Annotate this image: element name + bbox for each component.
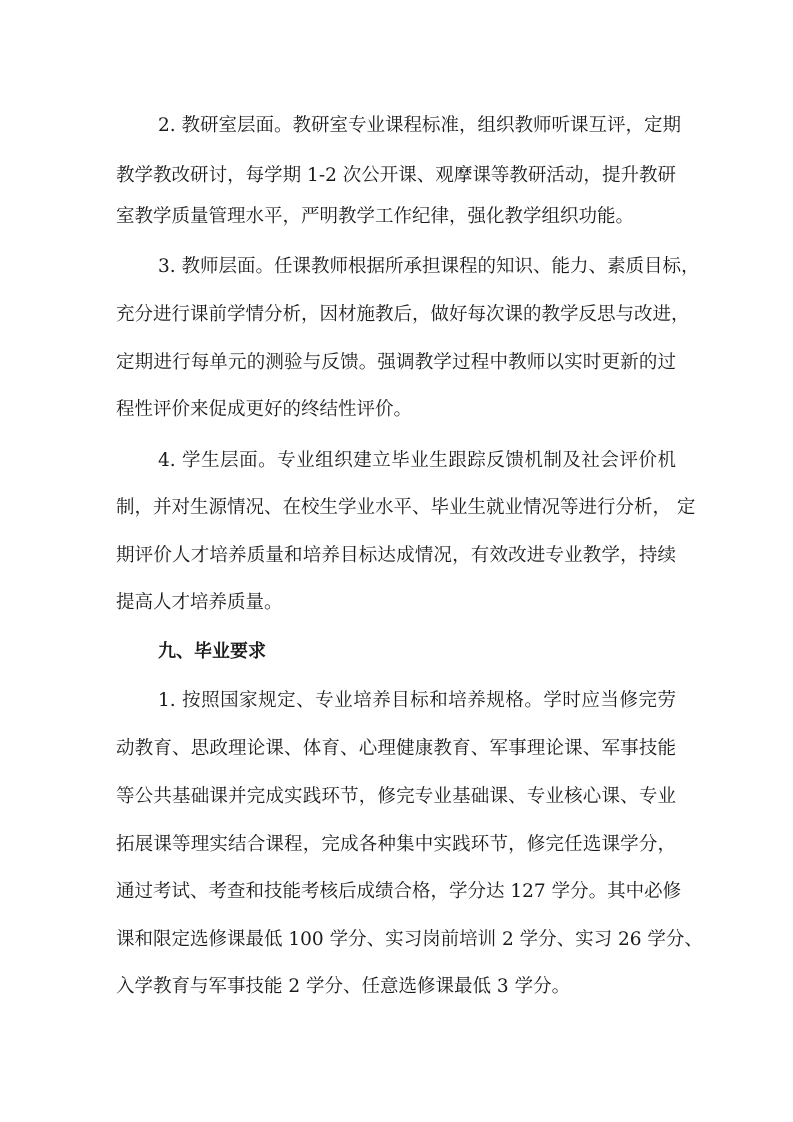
text-line: 1. 按照国家规定、专业培养目标和培养规格。学时应当修完劳: [158, 690, 676, 711]
text-line: 4. 学生层面。专业组织建立毕业生跟踪反馈机制及社会评价机: [158, 450, 676, 471]
text-line: 通过考试、考查和技能考核后成绩合格，学分达 127 学分。其中必修: [116, 881, 682, 902]
text-line: 2. 教研室层面。教研室专业课程标准，组织教师听课互评，定期: [158, 115, 682, 136]
text-line: 动教育、思政理论课、体育、心理健康教育、军事理论课、军事技能: [116, 738, 676, 759]
text-line: 等公共基础课并完成实践环节，修完专业基础课、专业核心课、专业: [116, 786, 676, 807]
text-line: 提高人才培养质量。: [116, 592, 283, 613]
text-line: 程性评价来促成更好的终结性评价。: [116, 399, 413, 420]
text-line: 制，并对生源情况、在校生学业水平、毕业生就业情况等进行分析， 定: [116, 497, 696, 518]
text-line: 教学教改研讨，每学期 1-2 次公开课、观摩课等教研活动，提升教研: [116, 165, 676, 186]
text-line: 期评价人才培养质量和培养目标达成情况，有效改进专业教学，持续: [116, 545, 676, 566]
text-line: 定期进行每单元的测验与反馈。强调教学过程中教师以实时更新的过: [116, 352, 676, 373]
text-line: 室教学质量管理水平，严明教学工作纪律，强化教学组织功能。: [116, 206, 635, 227]
text-line: 充分进行课前学情分析，因材施教后，做好每次课的教学反思与改进，: [116, 304, 690, 325]
text-line: 3. 教师层面。任课教师根据所承担课程的知识、能力、素质目标，: [158, 256, 700, 277]
section-heading: 九、毕业要求: [158, 641, 266, 662]
text-line: 入学教育与军事技能 2 学分、任意选修课最低 3 学分。: [116, 976, 571, 997]
text-line: 课和限定选修课最低 100 学分、实习岗前培训 2 学分、实习 26 学分、: [116, 929, 703, 950]
text-line: 拓展课等理实结合课程，完成各种集中实践环节，修完任选课学分，: [116, 834, 676, 855]
